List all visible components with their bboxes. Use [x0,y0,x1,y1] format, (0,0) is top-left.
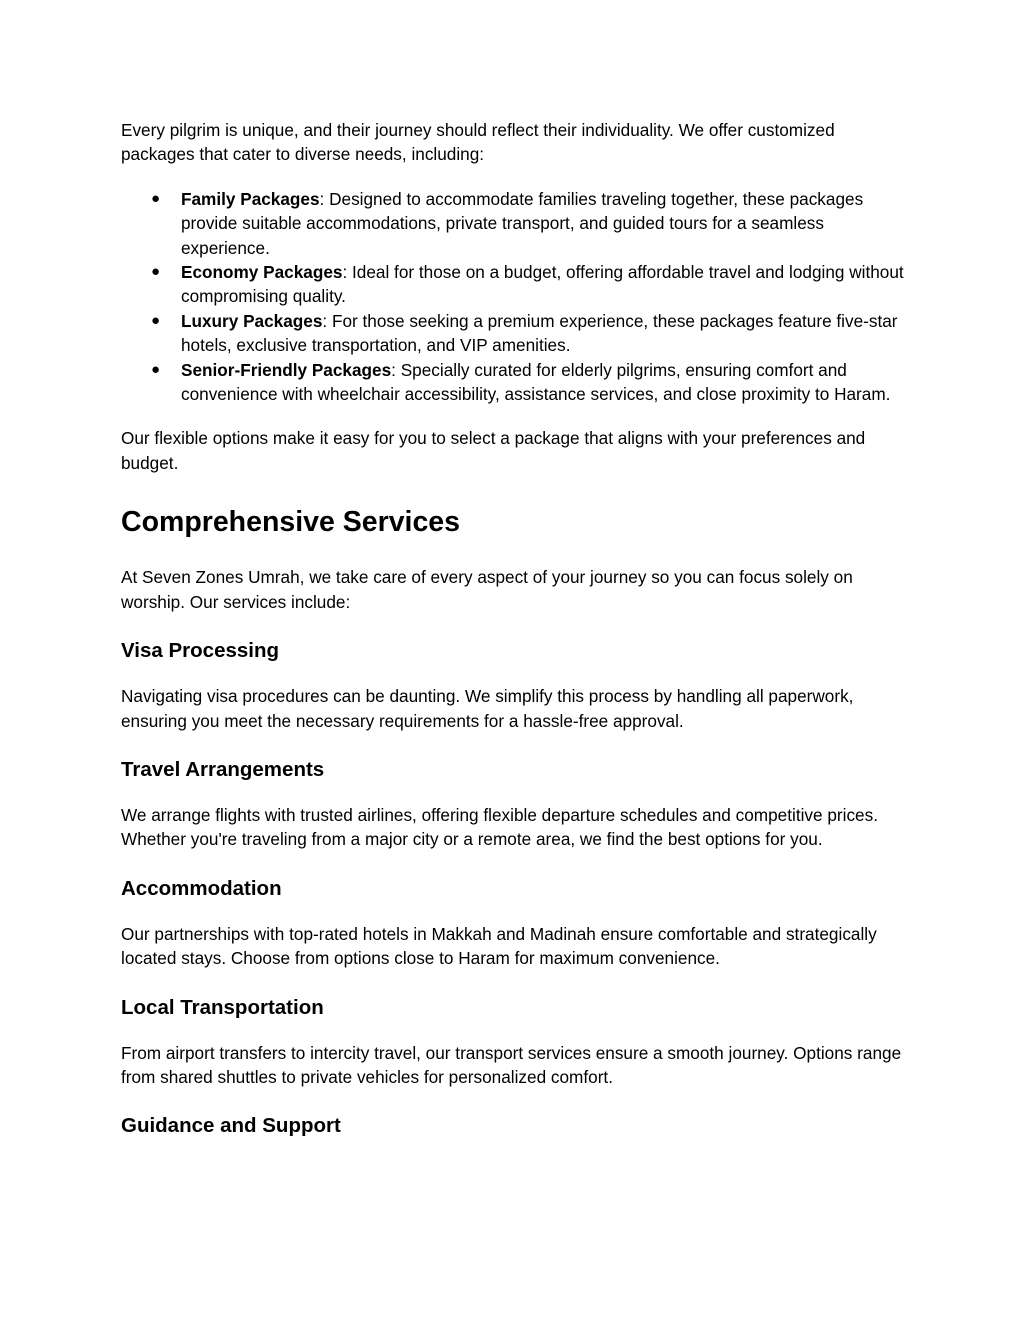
list-item [121,260,911,309]
visa-processing-heading: Visa Processing [121,639,280,663]
package-description: : For those seeking a premium experience, these packages feature five-star hotels, exclusive transportation, and VIP amenities. [181,310,898,356]
list-item [121,309,911,358]
travel-arrangements-text: We arrange flights with trusted airlines, offering flexible departure schedules and competitive prices. Whether you're traveling from a major city or a remote area, we find the best options for you. [121,804,878,850]
bullet-icon: ● [151,360,161,378]
package-description: : Designed to accommodate families traveling together, these packages provide suitable accommodations, private transport, and guided tours for a seamless experience. [181,188,864,258]
package-title: Senior-Friendly Packages [181,359,392,380]
services-intro-paragraph: At Seven Zones Umrah, we take care of every aspect of your journey so you can focus solely on worship. Our services include: [121,567,853,612]
packages-list [121,187,911,407]
package-title: Family Packages [181,188,320,209]
list-item [121,358,911,407]
bullet-icon: ● [151,263,161,281]
local-transportation-heading: Local Transportation [121,995,324,1019]
packages-outro-paragraph: Our flexible options make it easy for you to select a package that aligns with your preferences and budget. [121,428,866,473]
visa-processing-text: Navigating visa procedures can be daunting. We simplify this process by handling all paperwork, ensuring you meet the necessary requirements for a hassle-free approval. [121,686,854,731]
accommodation-text: Our partnerships with top-rated hotels in Makkah and Madinah ensure comfortable and strategically located stays. Choose from options close to Haram for maximum convenience. [121,923,877,969]
accommodation-heading: Accommodation [121,876,282,900]
packages-intro-paragraph: Every pilgrim is unique, and their journey should reflect their individuality. We offer customized packages that cater to diverse needs, including: [121,120,835,165]
package-title: Luxury Packages [181,310,323,331]
package-title: Economy Packages [181,262,343,283]
package-description: : Ideal for those on a budget, offering affordable travel and lodging without compromising quality. [181,262,904,307]
list-item [121,187,911,260]
document-page [121,118,911,1159]
package-description: : Specially curated for elderly pilgrims, ensuring comfort and convenience with wheelchair accessibility, assistance services, and close proximity to Haram. [181,359,891,405]
services-heading: Comprehensive Services [121,506,461,539]
guidance-support-heading: Guidance and Support [121,1114,341,1138]
local-transportation-text: From airport transfers to intercity travel, our transport services ensure a smooth journey. Options range from shared shuttles to private vehicles for personalized comfort. [121,1042,902,1087]
bullet-icon: ● [151,189,161,207]
travel-arrangements-heading: Travel Arrangements [121,757,325,781]
bullet-icon: ● [151,311,161,329]
